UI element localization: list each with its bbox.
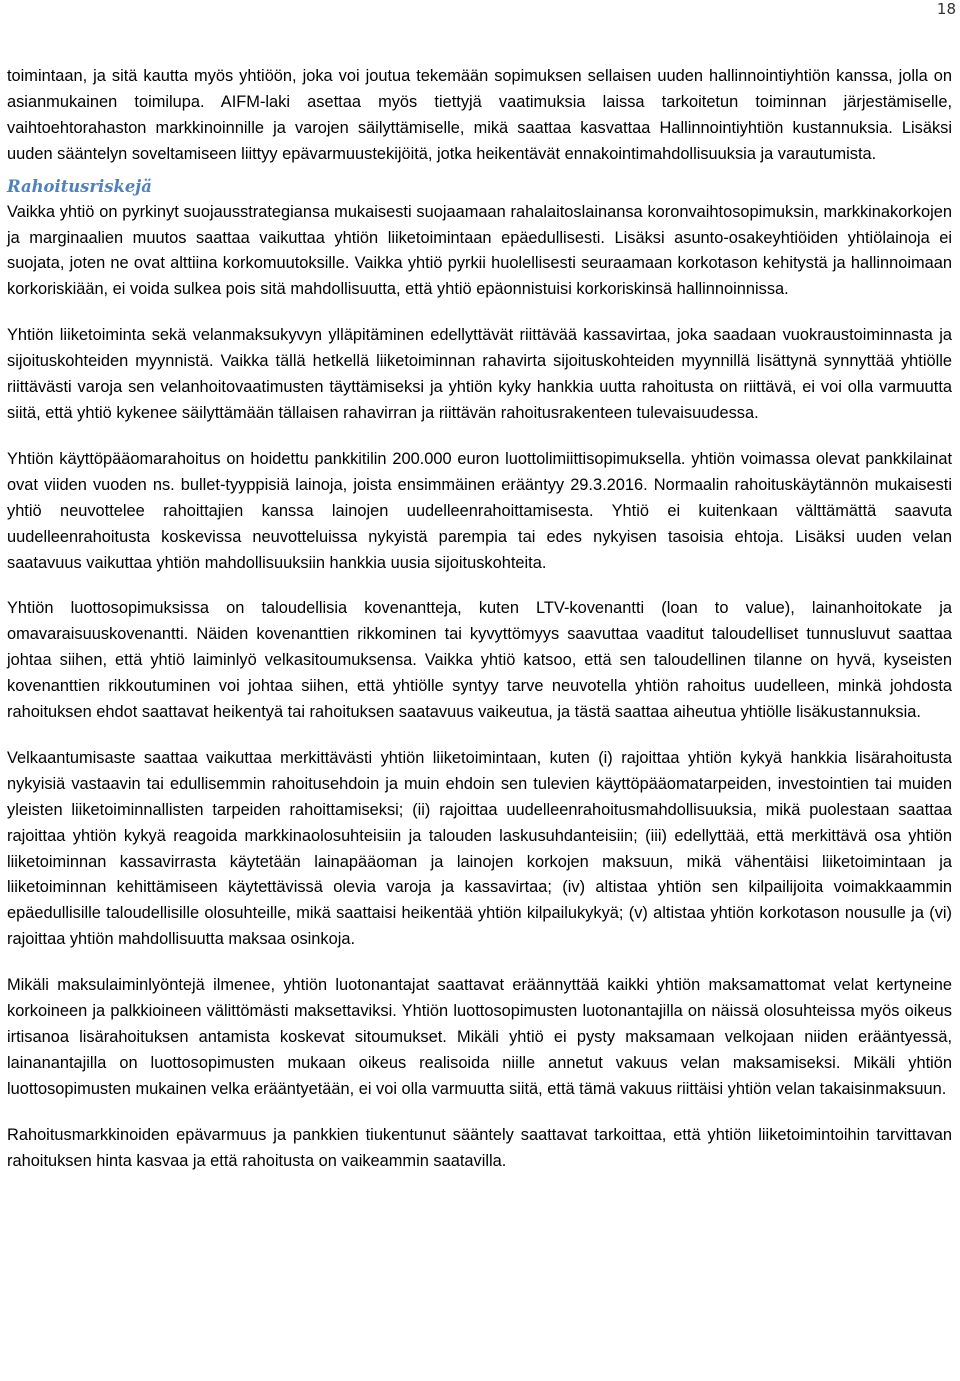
- paragraph-payment-default: Mikäli maksulaiminlyöntejä ilmenee, yhtiön luotonantajat saattavat eräännyttää kaikki yhtiön maksamattomat velat kertyneine korkoineen ja palkkioineen välittömästi maksettaviksi. Yhtiön luottosopimusten luotonantajilla on näissä olosuhteissa myös oikeus irtisanoa lisärahoituksen antamista koskevat sitoumukset. Mikäli yhtiö ei pysty maksamaan velkojaan niiden erääntyessä, lainanantajilla on luottosopimusten mukaan oikeus realisoida niille annetut vakuus velan maksamiseksi. Mikäli yhtiön luottosopimusten mukainen velka erääntyetään, ei voi olla varmuutta siitä, että tämä vakuus riittäisi yhtiön velan takaisinmaksuun.: [7, 976, 952, 1098]
- section-heading-financial-risks: Rahoitusriskejä: [7, 176, 152, 196]
- paragraph-leverage: Velkaantumisaste saattaa vaikuttaa merkittävästi yhtiön liiketoimintaan, kuten (i) rajoittaa yhtiön kykyä hankkia lisärahoitusta nykyisiä vastaavin tai edullisemmin rahoitusehdoin ja muin ehdoin sen tulevien käyttöpääomatarpeiden, investointien tai muiden yleisten liiketoiminnallisten tarpeiden rahoittamiseksi; (ii) rajoittaa uudelleenrahoitusmahdollisuuksia, mikä puolestaan saattaa rajoittaa yhtiön kykyä reagoida markkinaolosuhteisiin ja talouden laskusuhdanteisiin; (iii) edellyttää, että merkittävä osa yhtiön liiketoiminnan kassavirrasta käytetään lainapääoman ja lainojen korkojen maksuun, mikä vähentäisi liiketoimintaan ja liiketoiminnan kehittämiseen käytettävissä olevia varoja ja kassavirtaa; (iv) altistaa yhtiön sen kilpailijoita voimakkaammin epäedullisille taloudellisille olosuhteille, mikä saattaisi heikentää yhtiön kilpailukykyä; (v) altistaa yhtiön korkotason nousulle ja (vi) rajoittaa yhtiön mahdollisuutta maksaa osinkoja.: [7, 748, 952, 949]
- paragraph-working-capital-financing: Yhtiön käyttöpääomarahoitus on hoidettu pankkitilin 200.000 euron luottolimiittisopimuksella. yhtiön voimassa olevat pankkilainat ovat viiden vuoden ns. bullet-tyyppisiä lainoja, joista ensimmäinen erääntyy 29.3.2016. Normaalin rahoituskäytännön mukaisesti yhtiö neuvottelee rahoittajien kanssa lainojen uudelleenrahoittamisesta. Yhtiö ei kuitenkaan välttämättä saavuta uudelleenrahoitusta koskevissa neuvotteluissa nykyistä parempia tai edes nykyisen tasoisia ehtoja. Lisäksi uuden velan saatavuus vaikuttaa yhtiön mahdollisuuksiin hankkia uusia sijoituskohteita.: [7, 449, 952, 572]
- paragraph-interest-rate-risk: Vaikka yhtiö on pyrkinyt suojausstrategiansa mukaisesti suojaamaan rahalaitoslainansa koronvaihtosopimuksin, markkinakorkojen ja marginaalien muutos saattaa vaikuttaa yhtiön liiketoimintaan epäedullisesti. Lisäksi asunto-osakeyhtiöiden yhtiölainoja ei suojata, joten ne ovat alttiina korkomuutoksille. Vaikka yhtiö pyrkii huolellisesti seuraamaan korkotason kehitystä ja hallinnoimaan korkoriskiään, ei voida sulkea pois sitä mahdollisuutta, että yhtiö epäonnistuisi korkoriskinsä hallinnoinnissa.: [7, 202, 952, 299]
- paragraph-financial-market-uncertainty: Rahoitusmarkkinoiden epävarmuus ja pankkien tiukentunut sääntely saattavat tarkoittaa, että yhtiön liiketoimintoihin tarvittavan rahoituksen hinta kasvaa ja että rahoitusta on vaikeammin saatavilla.: [7, 1125, 952, 1170]
- paragraph-cash-flow: Yhtiön liiketoiminta sekä velanmaksukyvyn ylläpitäminen edellyttävät riittävää kassavirtaa, joka saadaan vuokraustoiminnasta ja sijoituskohteiden myynnistä. Vaikka tällä hetkellä liiketoiminnan rahavirta sijoituskohteiden myynnillä lisättynä synnyttää yhtiölle riittävästi varoja sen velanhoitovaatimusten täyttämiseksi ja yhtiön kyky hankkia uutta rahoitusta on riittävä, ei voi olla varmuutta siitä, että yhtiö kykenee säilyttämään tällaisen rahavirran ja riittävän rahoitusrakenteen tulevaisuudessa.: [7, 326, 952, 422]
- paragraph-aifm-regulation: toimintaan, ja sitä kautta myös yhtiöön, joka voi joutua tekemään sopimuksen sellaisen uuden hallinnointiyhtiön kanssa, jolla on asianmukainen toimilupa. AIFM-laki asettaa myös tiettyjä vaatimuksia laissa tarkoitetun toiminnan järjestämiselle, vaihtoehtorahaston markkinoinnille ja varojen säilyttämiselle, mikä saattaa kasvattaa Hallinnointiyhtiön kustannuksia. Lisäksi uuden sääntelyn soveltamiseen liittyy epävarmuustekijöitä, jotka heikentävät ennakointimahdollisuuksia ja varautumista.: [7, 67, 952, 163]
- paragraph-covenants: Yhtiön luottosopimuksissa on taloudellisia kovenantteja, kuten LTV-kovenantti (loan to value), lainanhoitokate ja omavaraisuuskovenantti. Näiden kovenanttien rikkominen tai kyvyttömyys saavuttaa vaaditut taloudelliset tunnusluvut saattaa johtaa siihen, että yhtiö laiminlyö velkasitoumuksensa. Vaikka yhtiö katsoo, että sen taloudellinen tilanne on hyvä, kyseisten kovenanttien rikkoutuminen voi johtaa siihen, että yhtiölle syntyy tarve neuvotella yhtiön rahoitus uudelleen, minkä johdosta rahoituksen ehdot saattavat heikentyä tai rahoituksen saatavuus vaikeutua, ja tästä saattaa aiheutua yhtiölle lisäkustannuksia.: [7, 599, 952, 722]
- page-number: 18: [936, 0, 956, 18]
- document-body: [7, 64, 952, 1195]
